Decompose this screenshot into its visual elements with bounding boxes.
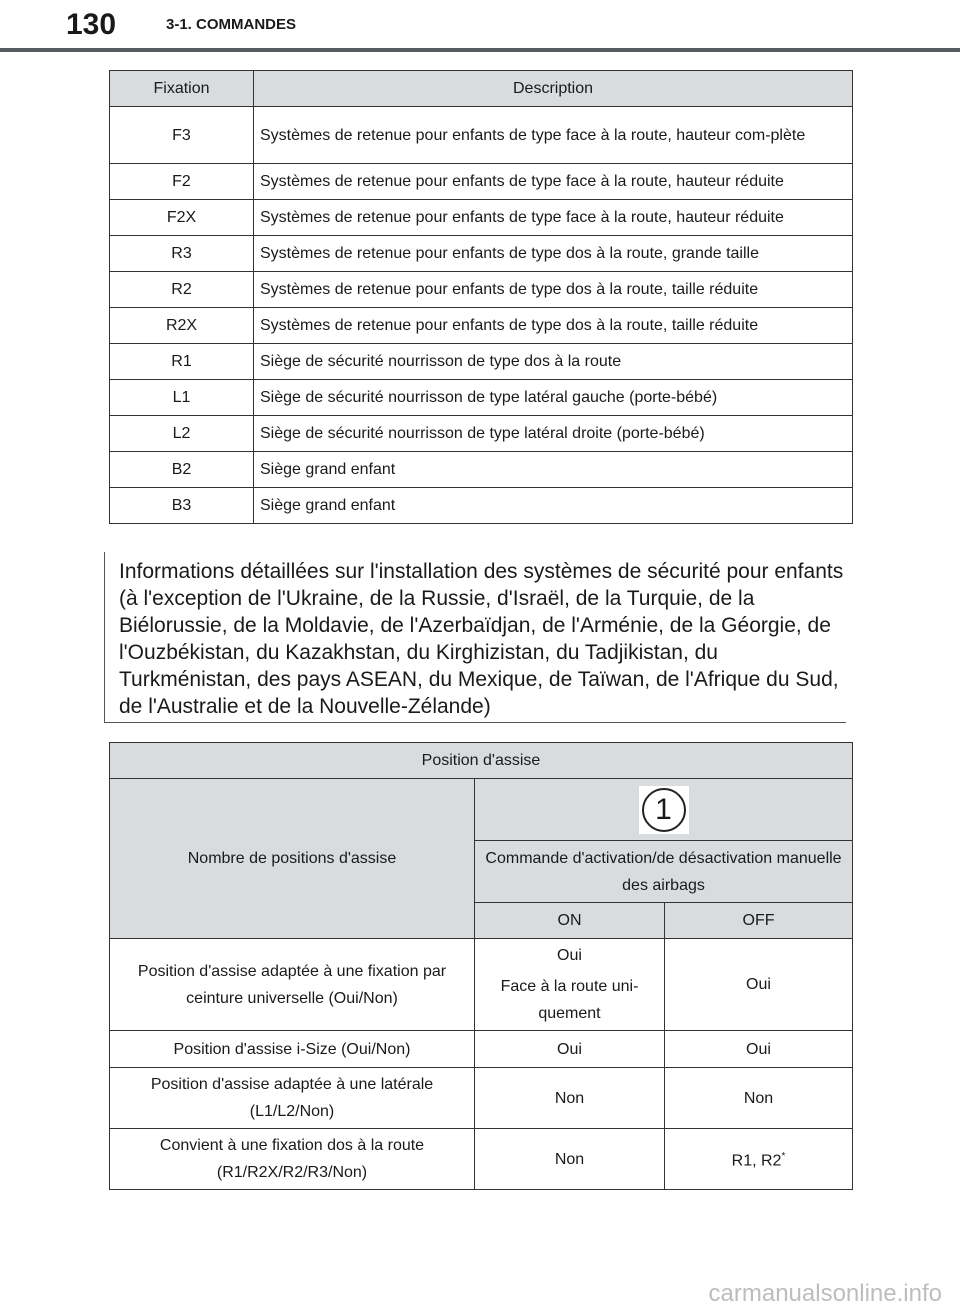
footnote-marker: * [781,1151,786,1163]
table-row [110,164,853,200]
fixation-description: Siège de sécurité nourrisson de type dos à la route [254,344,853,380]
seating-position-title: Position d'assise [110,743,853,779]
row-on-value [475,939,665,1031]
row-off-value [665,1129,853,1190]
row-on-value-main: Oui [557,947,582,964]
header-rule [0,48,960,52]
fixation-code: B3 [110,488,254,524]
airbag-switch-label: Commande d'activation/de désactivation manuelle des airbags [475,841,853,903]
seat-number-1-icon: 1 [642,788,686,832]
table-row [110,344,853,380]
row-off-value: Oui [665,1031,853,1068]
fixation-description: Systèmes de retenue pour enfants de type dos à la route, taille réduite [254,272,853,308]
fixation-description: Systèmes de retenue pour enfants de type face à la route, hauteur réduite [254,164,853,200]
row-on-value: Non [475,1129,665,1190]
info-underline [104,722,846,723]
fixation-code: R3 [110,236,254,272]
row-label: Position d'assise adaptée à une fixation par ceinture universelle (Oui/Non) [110,939,475,1031]
table-row [110,308,853,344]
fixation-code: F2 [110,164,254,200]
page-number: 130 [66,8,117,41]
fixation-description: Systèmes de retenue pour enfants de type face à la route, hauteur com-plète [254,107,853,164]
row-label: Convient à une fixation dos à la route (R1/R2X/R2/R3/Non) [110,1129,475,1190]
table-row [110,1129,853,1190]
table-row [110,380,853,416]
fixation-code: F3 [110,107,254,164]
column-header-fixation: Fixation [110,71,254,107]
column-header-description: Description [254,71,853,107]
watermark: carmanualsonline.info [708,1280,942,1307]
row-label: Position d'assise adaptée à une latérale (L1/L2/Non) [110,1068,475,1129]
table-row [110,272,853,308]
seat-count-label: Nombre de positions d'assise [110,779,475,939]
fixation-code: R2 [110,272,254,308]
fixation-description: Systèmes de retenue pour enfants de type face à la route, hauteur réduite [254,200,853,236]
row-label: Position d'assise i-Size (Oui/Non) [110,1031,475,1068]
table-header-row [110,743,853,779]
airbag-on-header: ON [475,903,665,939]
table-row [110,452,853,488]
table-row [110,939,853,1031]
page-header [0,0,960,50]
table-row [110,107,853,164]
seat-number-cell [475,779,853,841]
fixation-table [109,70,853,524]
table-row [110,200,853,236]
table-header-row [110,779,853,841]
fixation-description: Siège grand enfant [254,452,853,488]
info-heading: Informations détaillées sur l'installation des systèmes de sécurité pour enfants (à l'exception de l'Ukraine, de la Russie, d'Israël, de la Turquie, de la Biélorussie, de la Moldavie, de l'Azerbaïdjan, de l'Arménie, de la Géorgie, de l'Ouzbékistan, du Kazakhstan, du Kirghizistan, du Tadjikistan, du Turkménistan, des pays ASEAN, du Mexique, de Taïwan, de l'Afrique du Sud, de l'Australie et de la Nouvelle-Zélande) [119,560,844,718]
table-row [110,416,853,452]
info-heading-block [104,552,845,722]
fixation-description: Systèmes de retenue pour enfants de type dos à la route, taille réduite [254,308,853,344]
fixation-code: F2X [110,200,254,236]
row-on-value: Non [475,1068,665,1129]
fixation-code: L1 [110,380,254,416]
fixation-code: L2 [110,416,254,452]
row-off-value: Oui [665,939,853,1031]
fixation-code: R2X [110,308,254,344]
table-header-row [110,71,853,107]
row-on-value: Oui [475,1031,665,1068]
section-title: 3-1. COMMANDES [166,16,297,33]
row-off-value: Non [665,1068,853,1129]
fixation-code: B2 [110,452,254,488]
row-off-value-text: R1, R2 [731,1152,782,1170]
fixation-code: R1 [110,344,254,380]
fixation-description: Siège de sécurité nourrisson de type latéral gauche (porte-bébé) [254,380,853,416]
table-row [110,488,853,524]
fixation-description: Siège grand enfant [254,488,853,524]
table-row [110,1068,853,1129]
seat-number-badge [639,786,689,834]
fixation-description: Systèmes de retenue pour enfants de type dos à la route, grande taille [254,236,853,272]
table-row [110,236,853,272]
airbag-off-header: OFF [665,903,853,939]
row-on-value-note: Face à la route uni-quement [500,978,639,1022]
fixation-description: Siège de sécurité nourrisson de type latéral droite (porte-bébé) [254,416,853,452]
seating-position-table [109,742,853,1190]
table-row [110,1031,853,1068]
